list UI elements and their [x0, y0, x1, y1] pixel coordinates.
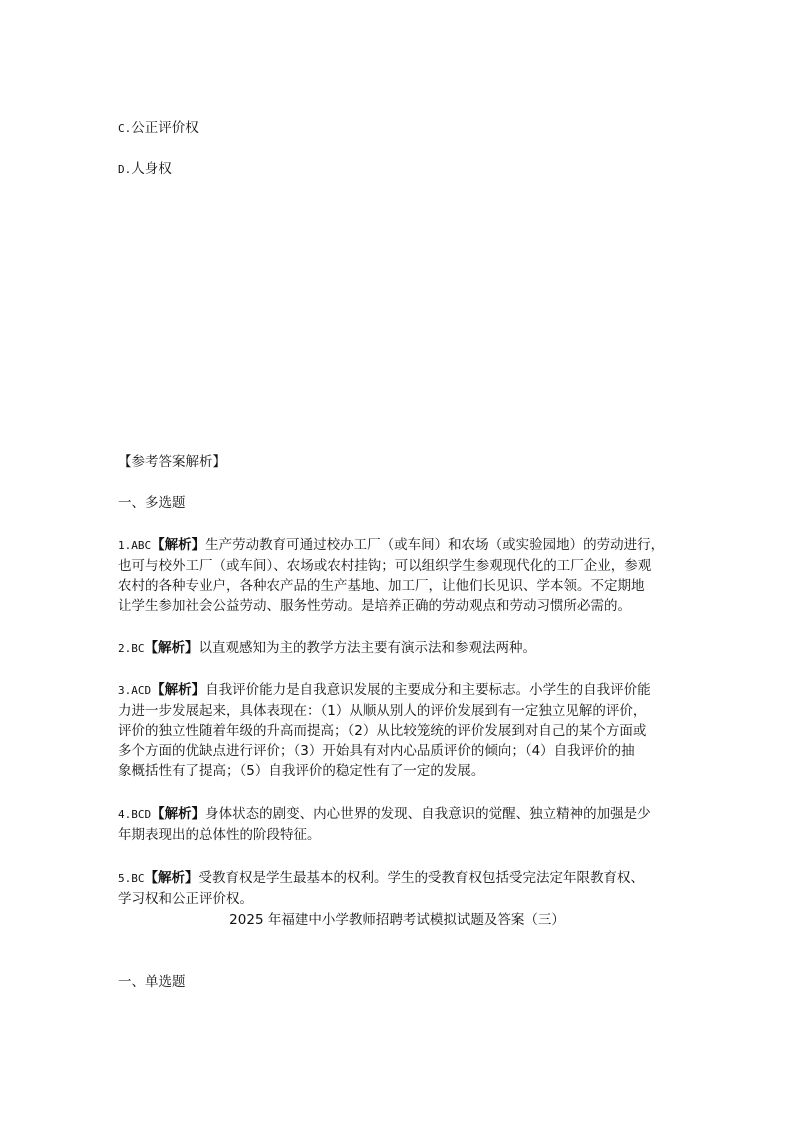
answer-line: 年期表现出的总体性的阶段特征。 — [118, 827, 321, 843]
answer-item — [118, 868, 686, 909]
answer-line: 多个方面的优缺点进行评价；（3）开始具有对内心品质评价的倾向；（4）自我评价的抽 — [118, 743, 635, 759]
answer-number: 3.ACD — [118, 684, 152, 697]
answer-number: 1.ABC — [118, 539, 152, 552]
answer-item — [118, 638, 686, 659]
option-d — [118, 159, 172, 180]
option-d-letter: D. — [118, 163, 132, 176]
answer-number: 4.BCD — [118, 808, 152, 821]
answer-line: 学习权和公正评价权。 — [118, 891, 253, 907]
answer-text: 生产劳动教育可通过校办工厂（或车间）和农场（或实验园地）的劳动进行， — [205, 537, 665, 553]
analysis-tag: 【解析】 — [151, 806, 206, 822]
analysis-tag: 【解析】 — [144, 640, 199, 656]
answer-line: 让学生参加社会公益劳动、服务性劳动。是培养正确的劳动观点和劳动习惯所必需的。 — [118, 598, 631, 614]
section-heading-single-choice: 一、单选题 — [118, 974, 186, 990]
answer-item — [118, 804, 686, 845]
answer-line: 象概括性有了提高；（5）自我评价的稳定性有了一定的发展。 — [118, 763, 485, 779]
answer-text: 受教育权是学生最基本的权利。学生的受教育权包括受完法定年限教育权、 — [198, 870, 644, 886]
document-title: 2025 年福建中小学教师招聘考试模拟试题及答案（三） — [229, 912, 565, 928]
answer-item — [118, 680, 686, 781]
answer-heading: 【参考答案解析】 — [118, 454, 226, 470]
option-c — [118, 118, 199, 139]
answer-line — [118, 804, 686, 825]
answer-line — [118, 680, 686, 701]
answer-number: 2.BC — [118, 642, 145, 655]
analysis-tag: 【解析】 — [144, 870, 199, 886]
option-c-text: 公正评价权 — [131, 120, 199, 136]
option-c-letter: C. — [118, 122, 132, 135]
answer-line — [118, 638, 686, 659]
answer-line — [118, 868, 686, 889]
answer-text: 以直观感知为主的教学方法主要有演示法和参观法两种。 — [198, 640, 536, 656]
analysis-tag: 【解析】 — [151, 537, 206, 553]
answer-number: 5.BC — [118, 872, 145, 885]
answer-line: 力进一步发展起来，具体表现在：（1）从顺从别人的评价发展到有一定独立见解的评价， — [118, 703, 647, 719]
answer-line: 也可与校外工厂（或车间）、农场或农村挂钩；可以组织学生参观现代化的工厂企业，参观 — [118, 558, 652, 574]
answer-line: 农村的各种专业户，各种农产品的生产基地、加工厂，让他们长见识、学本领。不定期地 — [118, 578, 645, 594]
answer-line: 评价的独立性随着年级的升高而提高；（2）从比较笼统的评价发展到对自己的某个方面或 — [118, 723, 647, 739]
answer-item — [118, 535, 686, 616]
analysis-tag: 【解析】 — [151, 682, 206, 698]
option-d-text: 人身权 — [131, 161, 172, 177]
section-heading-multiple-choice: 一、多选题 — [118, 495, 186, 511]
answer-text: 自我评价能力是自我意识发展的主要成分和主要标志。小学生的自我评价能 — [205, 682, 651, 698]
answer-line — [118, 535, 686, 556]
answer-text: 身体状态的剧变、内心世界的发现、自我意识的觉醒、独立精神的加强是少 — [205, 806, 651, 822]
